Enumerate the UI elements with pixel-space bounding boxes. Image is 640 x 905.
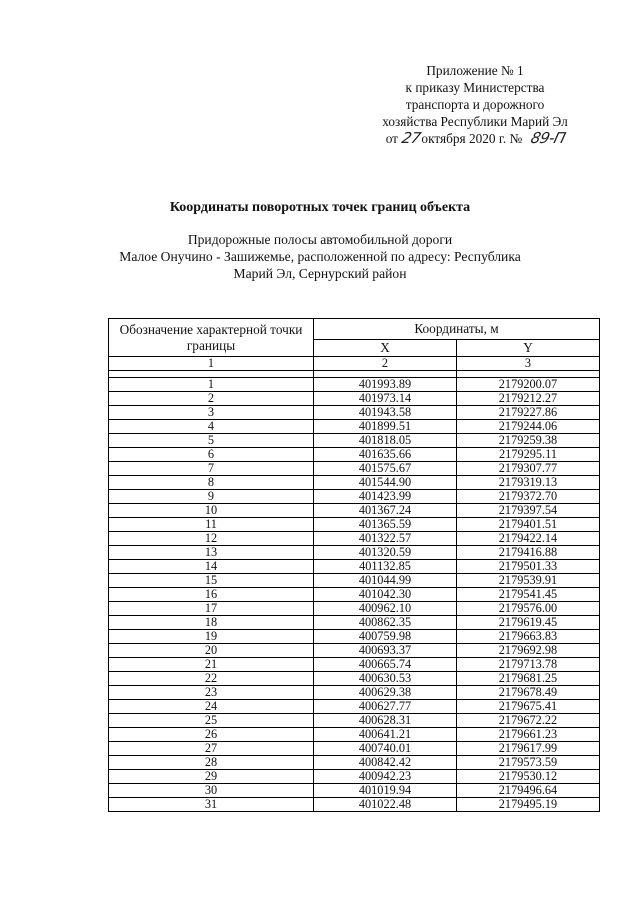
table-row	[109, 532, 600, 546]
y-coordinate-cell: 2179713.78	[457, 658, 600, 672]
document-subtitle	[110, 231, 530, 282]
table-row	[109, 742, 600, 756]
y-coordinate-cell: 2179541.45	[457, 588, 600, 602]
y-coordinate-cell: 2179227.86	[457, 406, 600, 420]
x-coordinate-cell: 401635.66	[314, 448, 457, 462]
point-number-cell: 9	[109, 490, 314, 504]
coordinates-table	[108, 318, 600, 812]
date-rest: октября 2020 г. №	[421, 131, 523, 146]
table-row	[109, 728, 600, 742]
x-coordinate-cell: 400862.35	[314, 616, 457, 630]
x-coordinate-cell: 400627.77	[314, 700, 457, 714]
table-row	[109, 448, 600, 462]
y-coordinate-cell: 2179539.91	[457, 574, 600, 588]
point-number-cell: 31	[109, 798, 314, 812]
column-number: 3	[457, 357, 600, 371]
table-row	[109, 560, 600, 574]
appendix-date-line	[340, 130, 610, 147]
x-coordinate-cell: 400693.37	[314, 644, 457, 658]
y-coordinate-cell: 2179678.49	[457, 686, 600, 700]
column-number: 1	[109, 357, 314, 371]
handwritten-order-number: 89-П	[528, 129, 567, 147]
point-number-cell: 1	[109, 378, 314, 392]
point-number-cell: 28	[109, 756, 314, 770]
y-coordinate-cell: 2179692.98	[457, 644, 600, 658]
x-coordinate-cell: 401993.89	[314, 378, 457, 392]
table-row	[109, 434, 600, 448]
header-point: Обозначение характерной точки границы	[109, 319, 314, 357]
date-prefix: от	[385, 131, 398, 146]
table-row	[109, 406, 600, 420]
point-number-cell: 16	[109, 588, 314, 602]
y-coordinate-cell: 2179401.51	[457, 518, 600, 532]
table-row	[109, 392, 600, 406]
point-number-cell: 20	[109, 644, 314, 658]
y-coordinate-cell: 2179681.25	[457, 672, 600, 686]
subtitle-line-2: Малое Онучино - Зашижемье, расположенной по адресу: Республика	[119, 249, 521, 264]
table-row	[109, 756, 600, 770]
point-number-cell: 24	[109, 700, 314, 714]
table-row	[109, 420, 600, 434]
appendix-line-ministry: транспорта и дорожного	[405, 97, 545, 112]
x-coordinate-cell: 401367.24	[314, 504, 457, 518]
table-header-row	[109, 319, 600, 340]
point-number-cell: 29	[109, 770, 314, 784]
table-row	[109, 588, 600, 602]
table-row	[109, 658, 600, 672]
x-coordinate-cell: 401019.94	[314, 784, 457, 798]
y-coordinate-cell: 2179200.07	[457, 378, 600, 392]
y-coordinate-cell: 2179259.38	[457, 434, 600, 448]
table-row	[109, 700, 600, 714]
point-number-cell: 7	[109, 462, 314, 476]
table-row	[109, 518, 600, 532]
y-coordinate-cell: 2179416.88	[457, 546, 600, 560]
header-x: X	[314, 340, 457, 357]
point-number-cell: 13	[109, 546, 314, 560]
table-row	[109, 630, 600, 644]
point-number-cell: 14	[109, 560, 314, 574]
point-number-cell: 5	[109, 434, 314, 448]
y-coordinate-cell: 2179619.45	[457, 616, 600, 630]
x-coordinate-cell: 400759.98	[314, 630, 457, 644]
subtitle-line-3: Марий Эл, Сернурский район	[233, 266, 407, 281]
y-coordinate-cell: 2179212.27	[457, 392, 600, 406]
x-coordinate-cell: 401575.67	[314, 462, 457, 476]
point-number-cell: 17	[109, 602, 314, 616]
x-coordinate-cell: 401320.59	[314, 546, 457, 560]
table-row	[109, 574, 600, 588]
point-number-cell: 12	[109, 532, 314, 546]
table-row	[109, 378, 600, 392]
table-row	[109, 770, 600, 784]
point-number-cell: 3	[109, 406, 314, 420]
point-number-cell: 11	[109, 518, 314, 532]
table-row	[109, 476, 600, 490]
y-coordinate-cell: 2179307.77	[457, 462, 600, 476]
y-coordinate-cell: 2179663.83	[457, 630, 600, 644]
point-number-cell: 6	[109, 448, 314, 462]
point-number-cell: 2	[109, 392, 314, 406]
x-coordinate-cell: 401544.90	[314, 476, 457, 490]
point-number-cell: 22	[109, 672, 314, 686]
y-coordinate-cell: 2179422.14	[457, 532, 600, 546]
table-row	[109, 490, 600, 504]
appendix-line-republic: хозяйства Республики Марий Эл	[382, 114, 568, 129]
x-coordinate-cell: 401042.30	[314, 588, 457, 602]
table-row	[109, 616, 600, 630]
y-coordinate-cell: 2179496.64	[457, 784, 600, 798]
document-title: Координаты поворотных точек границ объекта	[169, 200, 471, 215]
x-coordinate-cell: 401022.48	[314, 798, 457, 812]
x-coordinate-cell: 400665.74	[314, 658, 457, 672]
point-number-cell: 10	[109, 504, 314, 518]
point-number-cell: 30	[109, 784, 314, 798]
y-coordinate-cell: 2179661.23	[457, 728, 600, 742]
x-coordinate-cell: 400630.53	[314, 672, 457, 686]
y-coordinate-cell: 2179501.33	[457, 560, 600, 574]
table-row	[109, 714, 600, 728]
x-coordinate-cell: 401132.85	[314, 560, 457, 574]
x-coordinate-cell: 400740.01	[314, 742, 457, 756]
point-number-cell: 8	[109, 476, 314, 490]
x-coordinate-cell: 400628.31	[314, 714, 457, 728]
x-coordinate-cell: 401044.99	[314, 574, 457, 588]
x-coordinate-cell: 401973.14	[314, 392, 457, 406]
appendix-line-order: к приказу Министерства	[405, 80, 545, 95]
appendix-title: Приложение № 1	[426, 63, 524, 78]
x-coordinate-cell: 401943.58	[314, 406, 457, 420]
table-row	[109, 602, 600, 616]
y-coordinate-cell: 2179576.00	[457, 602, 600, 616]
handwritten-day: 27	[400, 129, 423, 147]
y-coordinate-cell: 2179397.54	[457, 504, 600, 518]
table-row	[109, 672, 600, 686]
y-coordinate-cell: 2179530.12	[457, 770, 600, 784]
y-coordinate-cell: 2179617.99	[457, 742, 600, 756]
column-number-row	[109, 357, 600, 371]
point-number-cell: 26	[109, 728, 314, 742]
table-row	[109, 504, 600, 518]
point-number-cell: 18	[109, 616, 314, 630]
x-coordinate-cell: 401818.05	[314, 434, 457, 448]
y-coordinate-cell: 2179573.59	[457, 756, 600, 770]
point-number-cell: 23	[109, 686, 314, 700]
table-row	[109, 686, 600, 700]
point-number-cell: 19	[109, 630, 314, 644]
x-coordinate-cell: 401322.57	[314, 532, 457, 546]
x-coordinate-cell: 401899.51	[314, 420, 457, 434]
column-number: 2	[314, 357, 457, 371]
y-coordinate-cell: 2179372.70	[457, 490, 600, 504]
table-row	[109, 644, 600, 658]
x-coordinate-cell: 400962.10	[314, 602, 457, 616]
subtitle-line-1: Придорожные полосы автомобильной дороги	[187, 232, 453, 247]
header-coordinates: Координаты, м	[314, 319, 600, 340]
point-number-cell: 21	[109, 658, 314, 672]
x-coordinate-cell: 400641.21	[314, 728, 457, 742]
x-coordinate-cell: 400842.42	[314, 756, 457, 770]
table-row	[109, 462, 600, 476]
y-coordinate-cell: 2179244.06	[457, 420, 600, 434]
coordinates-table-body	[109, 319, 600, 812]
point-number-cell: 27	[109, 742, 314, 756]
y-coordinate-cell: 2179672.22	[457, 714, 600, 728]
y-coordinate-cell: 2179675.41	[457, 700, 600, 714]
y-coordinate-cell: 2179319.13	[457, 476, 600, 490]
table-row	[109, 546, 600, 560]
x-coordinate-cell: 400629.38	[314, 686, 457, 700]
point-number-cell: 4	[109, 420, 314, 434]
y-coordinate-cell: 2179495.19	[457, 798, 600, 812]
point-number-cell: 15	[109, 574, 314, 588]
x-coordinate-cell: 401365.59	[314, 518, 457, 532]
x-coordinate-cell: 400942.23	[314, 770, 457, 784]
point-number-cell: 25	[109, 714, 314, 728]
table-row	[109, 784, 600, 798]
x-coordinate-cell: 401423.99	[314, 490, 457, 504]
appendix-header	[340, 62, 610, 147]
header-y: Y	[457, 340, 600, 357]
y-coordinate-cell: 2179295.11	[457, 448, 600, 462]
table-row	[109, 798, 600, 812]
